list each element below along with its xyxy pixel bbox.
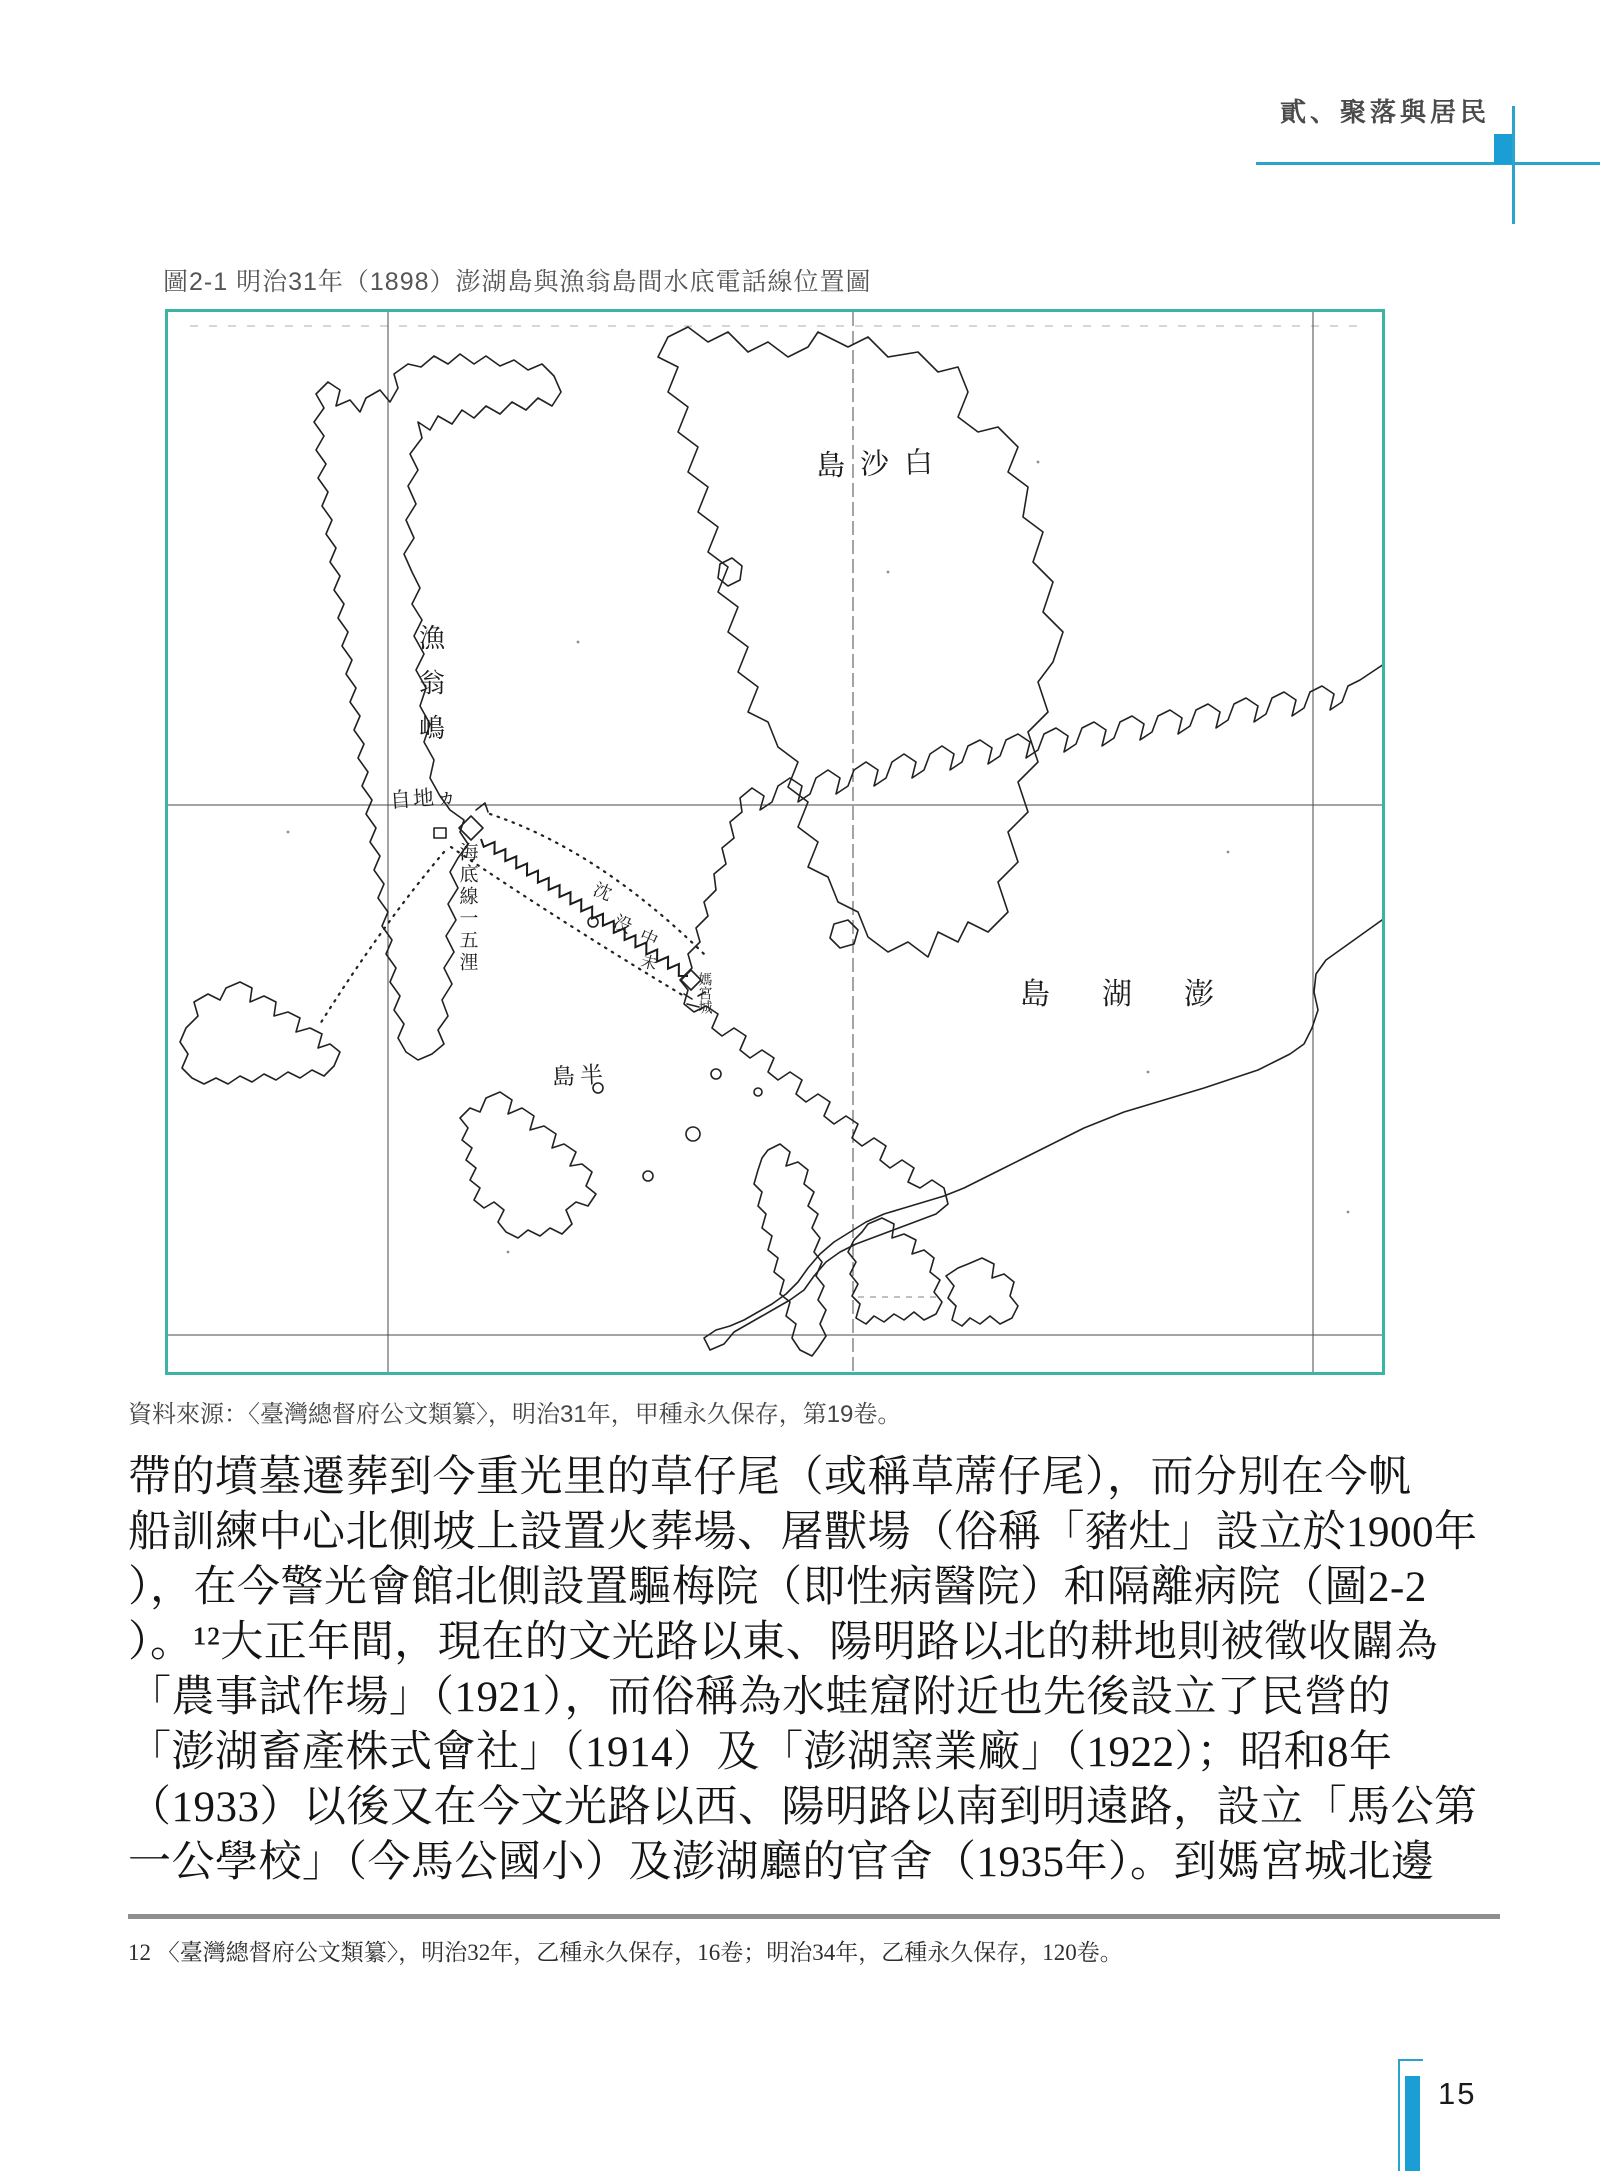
- header-accent-square: [1494, 134, 1512, 164]
- label-cable-length: 海底線一五浬: [456, 842, 478, 974]
- body-line: 「澎湖畜產株式會社」（1914）及「澎湖窯業廠」（1922）；昭和8年: [128, 1729, 1393, 1776]
- map-graticule: [168, 312, 1382, 1372]
- footnote-rule: [128, 1914, 1500, 1919]
- body-line: （1933）以後又在今文光路以西、陽明路以南到明遠路，設立「馬公第: [128, 1784, 1478, 1831]
- island-baisha-outline: [658, 327, 1063, 957]
- figure-caption: 圖2-1 明治31年（1898）澎湖島與漁翁島間水底電話線位置圖: [163, 268, 872, 296]
- landing-tick: [476, 803, 488, 812]
- cable-dotted-lower: [451, 847, 684, 996]
- map-labels: [389, 445, 1266, 1090]
- figure-source: 資料來源：〈臺灣總督府公文類纂〉，明治31年，甲種永久保存，第19卷。: [128, 1401, 902, 1428]
- label-cable-mid-1: 沈: [590, 879, 615, 905]
- page-accent-bar: [1405, 2076, 1420, 2171]
- cable-route: [320, 803, 705, 1024]
- header-accent-vline: [1512, 106, 1515, 224]
- page-accent-vline: [1398, 2059, 1400, 2171]
- body-line: 「農事試作場」（1921），而俗稱為水蛙窟附近也先後設立了民營的: [128, 1674, 1391, 1721]
- scan-specks: [287, 461, 1350, 1254]
- body-line: 一公學校」（今馬公國小）及澎湖廳的官舍（1935年）。到媽宮城北邊: [128, 1839, 1435, 1886]
- cable-dotted-southwest: [320, 852, 444, 1024]
- island-sw-outline: [180, 982, 340, 1084]
- page-number: 15: [1438, 2076, 1477, 2111]
- label-magong-city: 媽宮城: [696, 972, 712, 1014]
- landing-square-west: [434, 828, 446, 838]
- map-coastlines: [180, 327, 1382, 1356]
- page-accent-hline: [1398, 2059, 1423, 2061]
- label-cable-mid-3: 中: [636, 925, 661, 951]
- body-line: ）。¹²大正年間，現在的文光路以東、陽明路以北的耕地則被徵收闢為: [128, 1619, 1439, 1666]
- historic-map-svg: [168, 312, 1382, 1372]
- body-paragraph: [128, 1450, 1500, 1890]
- header-rule: [1256, 162, 1600, 165]
- body-line: 帶的墳墓遷葬到今重光里的草仔尾（或稱草蓆仔尾），而分別在今帆: [128, 1454, 1412, 1501]
- body-line: ），在今警光會館北側設置驅梅院（即性病醫院）和隔離病院（圖2-2: [128, 1564, 1427, 1611]
- label-yuweng: 漁翁嶋: [415, 624, 445, 759]
- label-yuweng-place: 自地ヵ: [389, 783, 460, 813]
- label-bandao: 島半: [551, 1061, 609, 1090]
- label-baisha: 島沙白: [815, 446, 949, 483]
- label-cable-mid-2: 没: [610, 911, 635, 937]
- map-figure: [165, 309, 1385, 1375]
- body-line: 船訓練中心北側坡上設置火葬場、屠獸場（俗稱「豬灶」設立於1900年: [128, 1509, 1478, 1556]
- footnote-text: 12 〈臺灣總督府公文類纂〉，明治32年，乙種永久保存，16卷；明治34年，乙種永久保存，120卷。: [128, 1940, 1123, 1965]
- label-cable-mid-4: 未: [639, 953, 659, 974]
- label-penghu-main: 島湖澎: [1020, 978, 1266, 1011]
- section-title: 貳、聚落與居民: [1279, 98, 1490, 127]
